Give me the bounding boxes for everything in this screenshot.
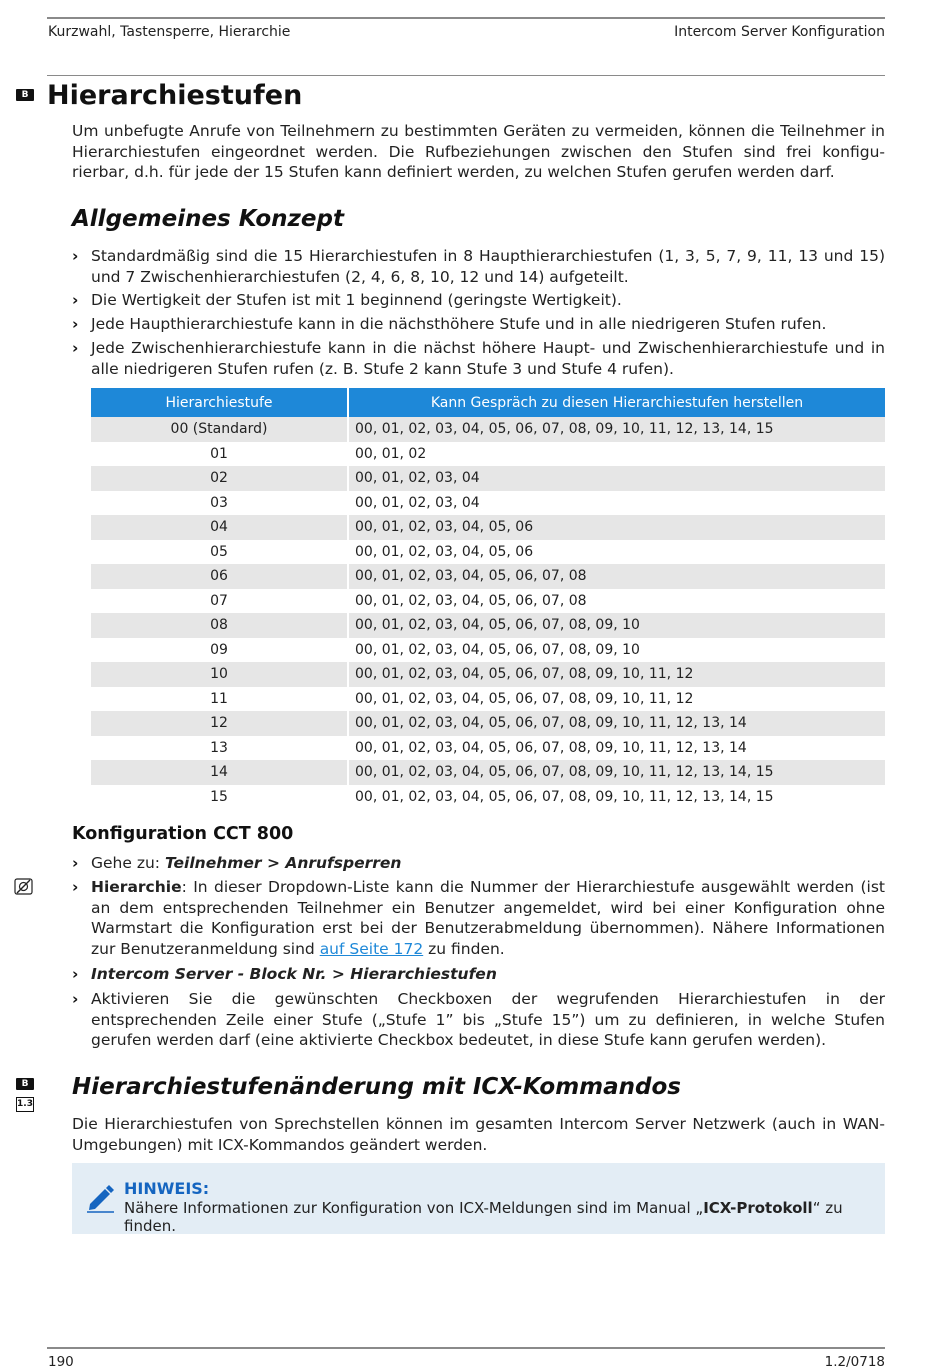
basic-badge: B bbox=[16, 1078, 34, 1090]
page-reference-link[interactable]: auf Seite 172 bbox=[319, 939, 424, 958]
note-box bbox=[72, 1163, 885, 1234]
no-warmstart-icon bbox=[14, 877, 33, 896]
level-cell: 15 bbox=[91, 785, 348, 810]
header-chapter: Kurzwahl, Tastensperre, Hierarchie bbox=[48, 24, 291, 40]
reachable-levels-cell: 00, 01, 02, 03, 04 bbox=[355, 494, 480, 511]
list-item: › Aktivieren Sie die gewünschten Checkboxen der wegrufenden Hierarchiestufen in der entsprechenden Zeile einer Stufe („Stufe 1” bis „Stufe 15”) um zu definieren, in welche Stufen gerufen werden darf (eine aktivierte Checkbox bedeutet, in diese Stufe kann gerufen werden). bbox=[72, 990, 885, 1049]
reachable-levels-cell: 00, 01, 02, 03, 04, 05, 06, 07, 08, 09, 10, 11, 12 bbox=[355, 690, 694, 707]
table-row bbox=[91, 515, 885, 540]
arrow-bullet-icon: › bbox=[72, 854, 79, 872]
reachable-levels-cell: 00, 01, 02, 03, 04, 05, 06, 07, 08, 09, 10, 11, 12 bbox=[348, 662, 885, 687]
basic-badge: B bbox=[16, 89, 34, 101]
column-header-reachable: Kann Gespräch zu diesen Hierarchiestufen herstellen bbox=[348, 388, 885, 417]
arrow-bullet-icon: › bbox=[72, 339, 79, 357]
menu-path: Intercom Server - Block Nr. > Hierarchiestufen bbox=[91, 965, 497, 983]
table-row bbox=[91, 760, 885, 785]
level-cell: 14 bbox=[91, 760, 348, 785]
page-number: 190 bbox=[48, 1354, 74, 1370]
reachable-levels-cell: 00, 01, 02, 03, 04, 05, 06, 07, 08, 09, 10 bbox=[348, 613, 885, 638]
reachable-levels-cell: 00, 01, 02 bbox=[355, 445, 427, 462]
reachable-levels-cell: 00, 01, 02, 03, 04, 05, 06 bbox=[355, 543, 534, 560]
icx-title: Hierarchiestufenänderung mit ICX-Kommandos bbox=[72, 1074, 681, 1100]
level-cell: 06 bbox=[91, 564, 348, 589]
reachable-levels-cell: 00, 01, 02, 03, 04, 05, 06, 07, 08, 09, 10, 11, 12, 13, 14, 15 bbox=[348, 417, 885, 442]
reachable-levels-cell: 00, 01, 02, 03, 04, 05, 06, 07, 08, 09, 10, 11, 12, 13, 14 bbox=[355, 739, 747, 756]
note-title: HINWEIS: bbox=[124, 1179, 210, 1198]
document-version: 1.2/0718 bbox=[824, 1354, 885, 1370]
level-cell: 02 bbox=[91, 466, 348, 491]
arrow-bullet-icon: › bbox=[72, 990, 79, 1008]
level-cell: 08 bbox=[91, 613, 348, 638]
level-cell: 13 bbox=[91, 736, 348, 761]
level-cell: 10 bbox=[91, 662, 348, 687]
level-cell: 09 bbox=[91, 638, 348, 663]
level-cell: 12 bbox=[91, 711, 348, 736]
table-row bbox=[91, 638, 885, 663]
table-row bbox=[91, 687, 885, 712]
field-label: Hierarchie bbox=[91, 878, 182, 896]
list-item: › Gehe zu: Teilnehmer > Anrufsperren bbox=[72, 854, 402, 872]
table-row bbox=[91, 564, 885, 589]
level-cell: 11 bbox=[91, 687, 348, 712]
table-row bbox=[91, 466, 885, 491]
arrow-bullet-icon: › bbox=[72, 965, 79, 983]
icx-text: Die Hierarchiestufen von Sprechstellen können im gesamten Intercom Server Netzwerk (auch in WAN-Umgebungen) mit ICX-Kommandos geändert werden. bbox=[72, 1115, 885, 1154]
header-top-rule bbox=[47, 17, 885, 19]
list-item: › Hierarchie: In dieser Dropdown-Liste kann die Nummer der Hierarchiestufe ausgewählt werden (ist an dem entsprechenden Teilnehmer ein Benutzer angemeldet, wird bei einer Konfiguration ohne Warmstart die Konfiguration erst bei der Benutzerabmeldung übernommen). Nähere Informationen zur Benutzeranmeldung sind auf Seite 172 zu finden. bbox=[72, 878, 885, 958]
list-item: › Jede Haupthierarchiestufe kann in die nächsthöhere Stufe und in alle niedrigeren Stufen rufen. bbox=[72, 315, 827, 333]
pencil-icon bbox=[84, 1181, 116, 1213]
table-row bbox=[91, 417, 885, 442]
level-cell: 04 bbox=[91, 515, 348, 540]
table-header-row bbox=[91, 388, 885, 417]
table-row bbox=[91, 491, 885, 516]
table-row bbox=[91, 785, 885, 810]
header-manual-title: Intercom Server Konfiguration bbox=[674, 24, 885, 40]
arrow-bullet-icon: › bbox=[72, 247, 79, 265]
level-cell: 07 bbox=[91, 589, 348, 614]
reachable-levels-cell: 00, 01, 02, 03, 04, 05, 06, 07, 08, 09, 10, 11, 12, 13, 14, 15 bbox=[355, 788, 774, 805]
hierarchy-table bbox=[91, 388, 885, 809]
table-row bbox=[91, 613, 885, 638]
reachable-levels-cell: 00, 01, 02, 03, 04, 05, 06 bbox=[348, 515, 885, 540]
menu-path: Teilnehmer > Anrufsperren bbox=[164, 854, 402, 872]
table-row bbox=[91, 711, 885, 736]
reachable-levels-cell: 00, 01, 02, 03, 04 bbox=[348, 466, 885, 491]
level-cell: 03 bbox=[91, 491, 348, 516]
table-row bbox=[91, 540, 885, 565]
level-cell: 05 bbox=[91, 540, 348, 565]
arrow-bullet-icon: › bbox=[72, 878, 79, 896]
arrow-bullet-icon: › bbox=[72, 291, 79, 309]
section-intro: Um unbefugte Anrufe von Teilnehmern zu bestimmten Geräten zu vermeiden, können die Teilnehmer in Hierarchiestufen eingeordnet werden. Die Rufbeziehungen zwischen den Stufen sind frei konfigu-rierbar, d.h. für jede der 15 Stufen kann definiert werden, zu welchen Stufen gerufen werden darf. bbox=[72, 122, 885, 181]
level-cell: 00 (Standard) bbox=[91, 417, 348, 442]
concept-title: Allgemeines Konzept bbox=[72, 206, 344, 232]
section-title: Hierarchiestufen bbox=[47, 80, 303, 111]
list-item: › Die Wertigkeit der Stufen ist mit 1 beginnend (geringste Wertigkeit). bbox=[72, 291, 622, 309]
footer-rule bbox=[47, 1347, 885, 1349]
reachable-levels-cell: 00, 01, 02, 03, 04, 05, 06, 07, 08 bbox=[355, 592, 587, 609]
table-body bbox=[91, 417, 885, 809]
header-bottom-rule bbox=[47, 75, 885, 76]
reachable-levels-cell: 00, 01, 02, 03, 04, 05, 06, 07, 08, 09, 10 bbox=[355, 641, 640, 658]
level-cell: 01 bbox=[91, 442, 348, 467]
list-item bbox=[72, 964, 885, 985]
arrow-bullet-icon: › bbox=[72, 315, 79, 333]
reachable-levels-cell: 00, 01, 02, 03, 04, 05, 06, 07, 08, 09, 10, 11, 12, 13, 14, 15 bbox=[348, 760, 885, 785]
table-row bbox=[91, 662, 885, 687]
table-row bbox=[91, 736, 885, 761]
table-row bbox=[91, 589, 885, 614]
list-item: › Jede Zwischenhierarchiestufe kann in die nächst höhere Haupt- und Zwischenhierarchiestufe und in alle niedrigeren Stufen rufen (z. B. Stufe 2 kann Stufe 3 und Stufe 4 rufen). bbox=[72, 339, 885, 378]
reachable-levels-cell: 00, 01, 02, 03, 04, 05, 06, 07, 08, 09, 10, 11, 12, 13, 14 bbox=[348, 711, 885, 736]
column-header-level: Hierarchiestufe bbox=[91, 388, 348, 417]
version-badge: 1.3 bbox=[16, 1097, 34, 1112]
config-title: Konfiguration CCT 800 bbox=[72, 824, 294, 844]
list-item: › Standardmäßig sind die 15 Hierarchiestufen in 8 Haupthierarchiestufen (1, 3, 5, 7, 9, 11, 13 und 15) und 7 Zwischenhierarchiestufen (2, 4, 6, 8, 10, 12 und 14) aufgeteilt. bbox=[72, 247, 885, 286]
note-text: Nähere Informationen zur Konfiguration von ICX-Meldungen sind im Manual „ICX-Protokoll“ zu finden. bbox=[124, 1199, 843, 1235]
reachable-levels-cell: 00, 01, 02, 03, 04, 05, 06, 07, 08 bbox=[348, 564, 885, 589]
table-row bbox=[91, 442, 885, 467]
